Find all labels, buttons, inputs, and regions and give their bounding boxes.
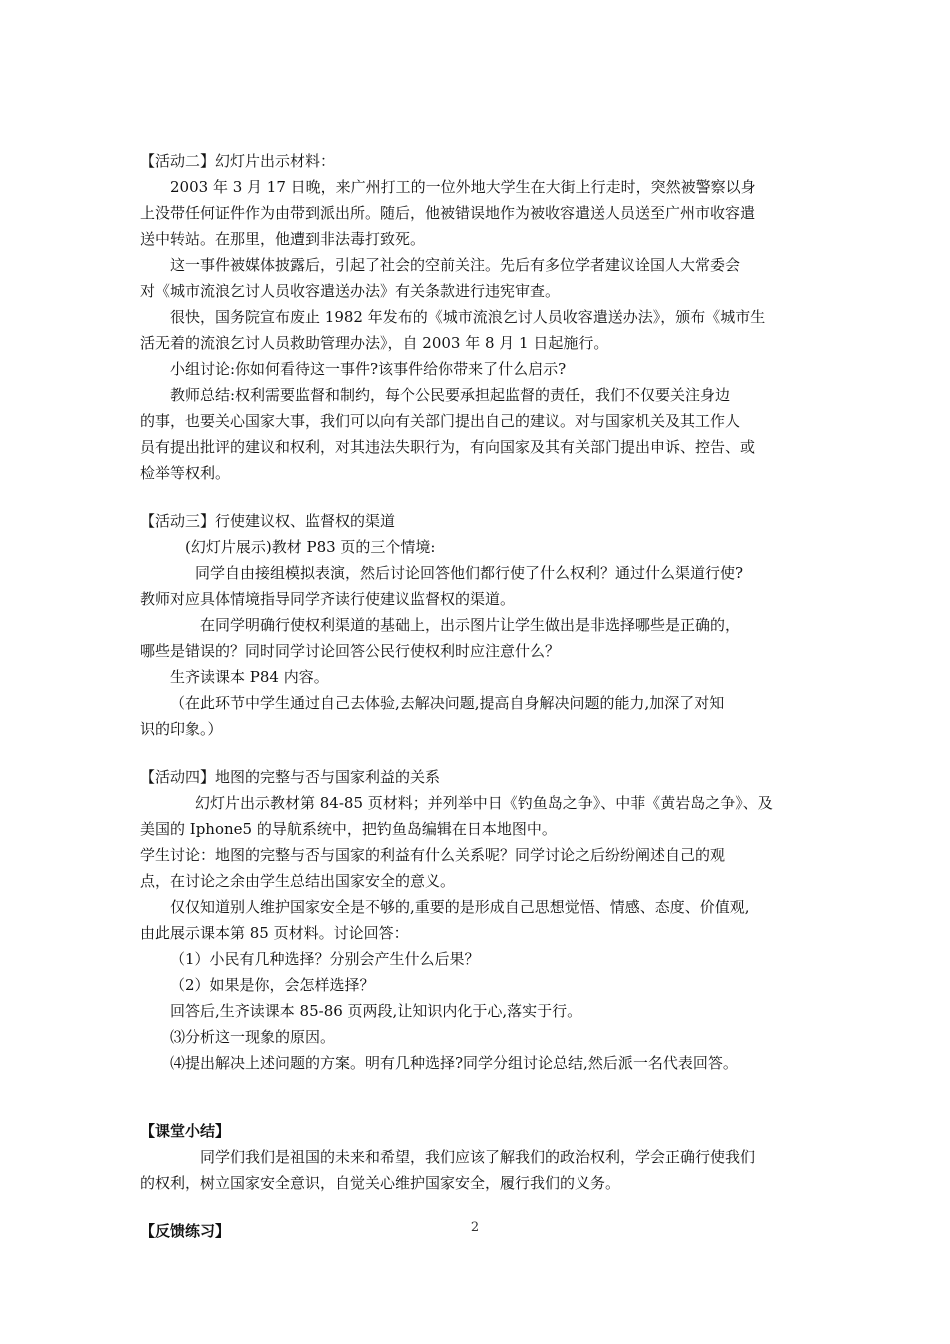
section-gap <box>140 1196 820 1218</box>
paragraph-line: 教师对应具体情境指导同学齐读行使建议监督权的渠道。 <box>140 590 516 608</box>
paragraph-line: 检举等权利。 <box>140 464 231 482</box>
paragraph-line: 送中转站。在那里，他遭到非法毒打致死。 <box>140 230 426 248</box>
activity4-heading: 【活动四】地图的完整与否与国家利益的关系 <box>140 768 441 786</box>
paragraph-line: 学生讨论：地图的完整与否与国家的利益有什么关系呢？同学讨论之后纷纷阐述自己的观 <box>140 846 726 864</box>
paragraph-line: 同学们我们是祖国的未来和希望，我们应该了解我们的政治权利，学会正确行使我们 <box>200 1148 756 1166</box>
paragraph-line: 幻灯片出示教材第 84-85 页材料；并列举中日《钓鱼岛之争》、中菲《黄岩岛之争》、及 <box>195 794 773 812</box>
summary-heading: 【课堂小结】 <box>140 1122 231 1140</box>
paragraph-line: 识的印象。） <box>140 720 223 738</box>
paragraph-line: 教师总结:权利需要监督和制约，每个公民要承担起监督的责任，我们不仅要关注身边 <box>170 386 731 404</box>
paragraph-line: （2）如果是你，会怎样选择？ <box>170 976 375 994</box>
paragraph-line: 的权利，树立国家安全意识，自觉关心维护国家安全，履行我们的义务。 <box>140 1174 621 1192</box>
paragraph-line: 上没带任何证件作为由带到派出所。随后，他被错误地作为被收容遣送人员送至广州市收容遣 <box>140 204 756 222</box>
paragraph-line: 在同学明确行使权利渠道的基础上，出示图片让学生做出是非选择哪些是正确的， <box>200 616 741 634</box>
paragraph-line: 由此展示课本第 85 页材料。讨论回答： <box>140 924 409 942</box>
paragraph-line: 小组讨论:你如何看待这一事件?该事件给你带来了什么启示? <box>170 360 567 378</box>
document-page <box>140 148 820 1244</box>
paragraph-line: (幻灯片展示)教材 P83 页的三个情境: <box>185 538 436 556</box>
paragraph-line: （在此环节中学生通过自己去体验,去解决问题,提高自身解决问题的能力,加深了对知 <box>170 694 725 712</box>
paragraph-line: 员有提出批评的建议和权利，对其违法失职行为，有向国家及其有关部门提出申诉、控告、或 <box>140 438 756 456</box>
paragraph-line: 美国的 Iphone5 的导航系统中，把钓鱼岛编辑在日本地图中。 <box>140 820 557 838</box>
paragraph-line: 很快，国务院宣布废止 1982 年发布的《城市流浪乞讨人员收容遣送办法》，颁布《城市生 <box>170 308 766 326</box>
paragraph-line: 仅仅知道别人维护国家安全是不够的,重要的是形成自己思想觉悟、情感、态度、价值观, <box>170 898 750 916</box>
paragraph-line: 这一事件被媒体披露后，引起了社会的空前关注。先后有多位学者建议诠国人大常委会 <box>170 256 741 274</box>
paragraph-line: 对《城市流浪乞讨人员收容遣送办法》有关条款进行违宪审查。 <box>140 282 561 300</box>
section-gap <box>140 742 820 764</box>
activity2-heading: 【活动二】幻灯片出示材料： <box>140 152 336 170</box>
paragraph-line: （1）小民有几种选择？分别会产生什么后果？ <box>170 950 480 968</box>
feedback-heading: 【反馈练习】 <box>140 1222 231 1240</box>
page-number: 2 <box>470 1220 480 1235</box>
paragraph-line: 哪些是错误的？同时同学讨论回答公民行使权利时应注意什么？ <box>140 642 561 660</box>
paragraph-line: 点，在讨论之余由学生总结出国家安全的意义。 <box>140 872 456 890</box>
paragraph-line: 的事，也要关心国家大事，我们可以向有关部门提出自己的建议。对与国家机关及其工作人 <box>140 412 741 430</box>
paragraph-line: 活无着的流浪乞讨人员救助管理办法》，自 2003 年 8 月 1 日起施行。 <box>140 334 609 352</box>
paragraph-line: 生齐读课本 P84 内容。 <box>170 668 329 686</box>
section-gap <box>140 1076 820 1118</box>
section-gap <box>140 486 820 508</box>
paragraph-line: 2003 年 3 月 17 日晚，来广州打工的一位外地大学生在大街上行走时，突然被警察以身 <box>170 178 756 196</box>
paragraph-line: 同学自由接组模拟表演，然后讨论回答他们都行使了什么权利？通过什么渠道行使? <box>195 564 744 582</box>
paragraph-line: 回答后,生齐读课本 85-86 页两段,让知识内化于心,落实于行。 <box>170 1002 583 1020</box>
activity3-heading: 【活动三】行使建议权、监督权的渠道 <box>140 512 396 530</box>
paragraph-line: ⑷提出解决上述问题的方案。明有几种选择?同学分组讨论总结,然后派一名代表回答。 <box>170 1054 738 1072</box>
paragraph-line: ⑶分析这一现象的原因。 <box>170 1028 336 1046</box>
